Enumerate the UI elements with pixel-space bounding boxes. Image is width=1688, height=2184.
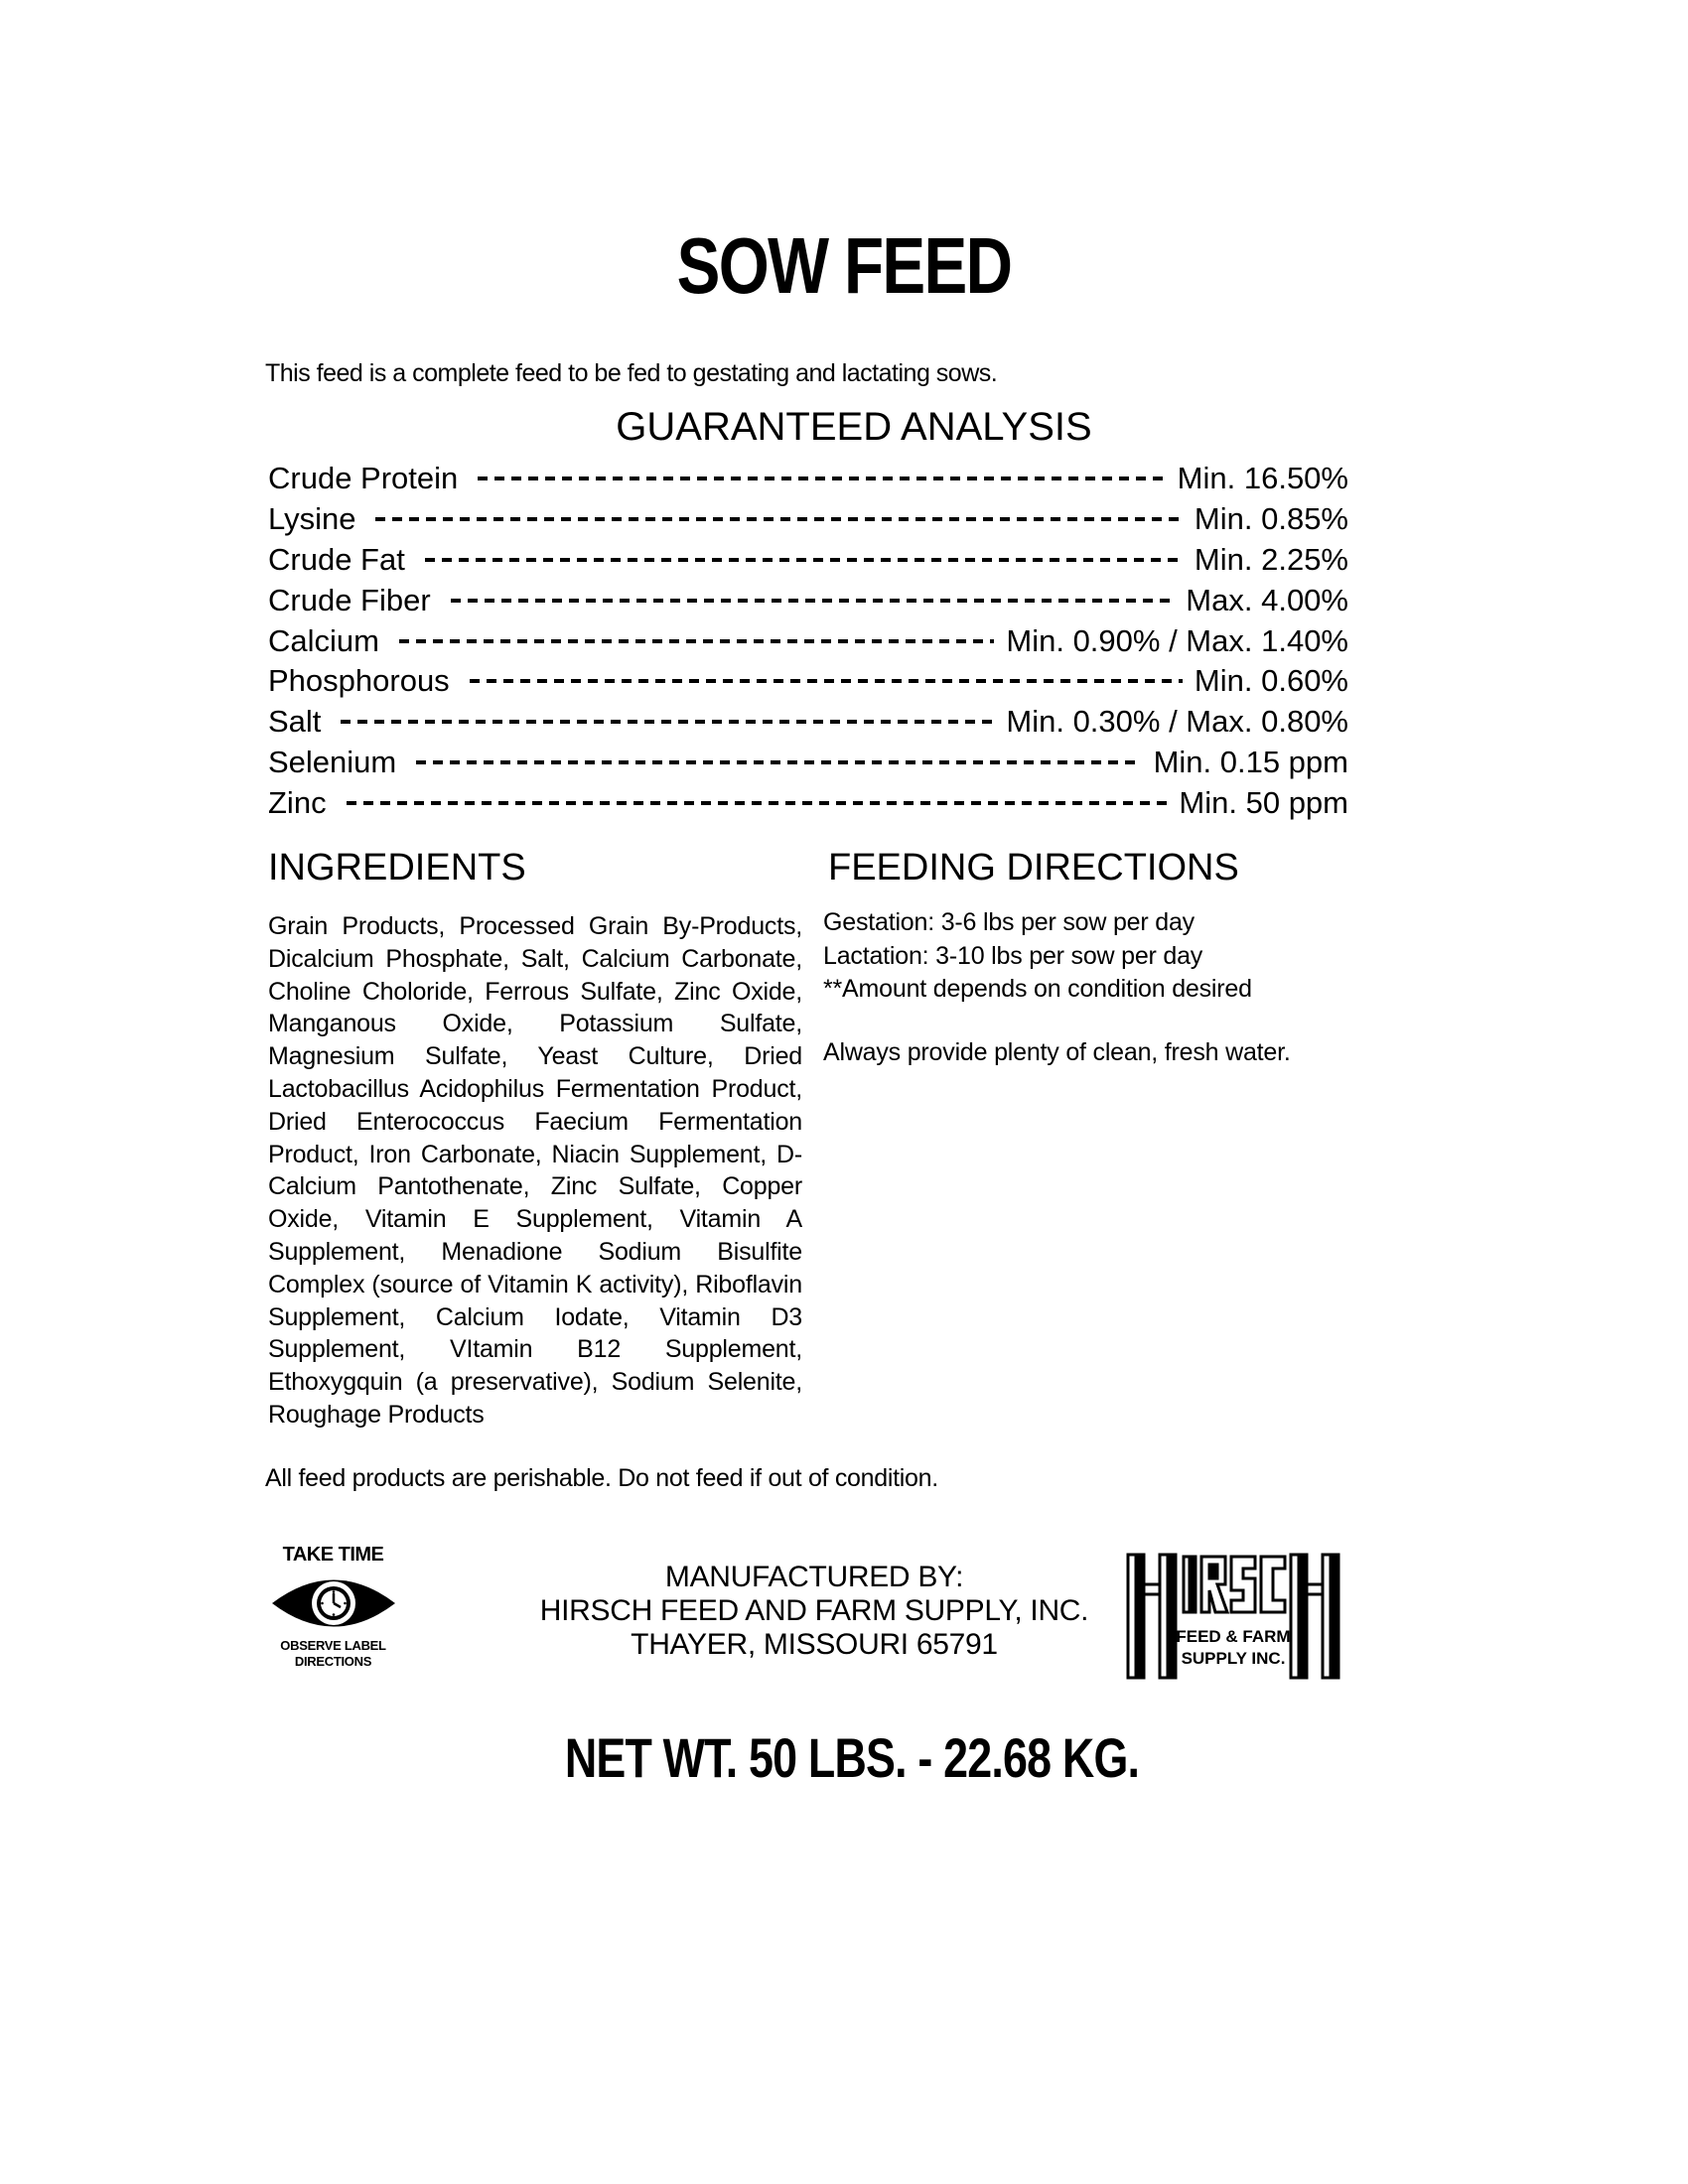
leader-dashes [451,598,1175,603]
leader-dashes [416,759,1141,764]
manufacturer-block [516,1561,1112,1662]
analysis-row-lysine [268,499,1348,540]
analysis-name: Selenium [268,744,397,779]
analysis-value: Min. 0.85% [1194,501,1348,537]
analysis-row-calcium [268,620,1348,661]
analysis-name: Crude Fiber [268,582,431,617]
leader-dashes [399,638,994,643]
ingredients-heading: INGREDIENTS [268,847,526,888]
take-time-badge [266,1544,400,1670]
eye-clock-icon [269,1570,398,1636]
analysis-name: Phosphorous [268,663,450,699]
feeding-directions-block [823,906,1339,1069]
analysis-row-crude-protein [268,459,1348,499]
analysis-value: Min. 16.50% [1177,461,1348,496]
analysis-name: Calcium [268,622,379,658]
analysis-value: Min. 0.60% [1194,663,1348,699]
intro-text: This feed is a complete feed to be fed to gestating and lactating sows. [265,359,998,387]
net-weight: NET WT. 50 LBS. - 22.68 KG. [564,1726,1140,1789]
perishable-note: All feed products are perishable. Do not feed if out of condition. [265,1464,938,1492]
leader-dashes [425,557,1183,562]
analysis-value: Min. 0.15 ppm [1153,744,1348,779]
analysis-name: Salt [268,704,322,740]
logo-supply-text: SUPPLY INC. [1181,1649,1286,1668]
analysis-value: Min. 0.30% / Max. 0.80% [1006,704,1348,740]
analysis-value: Min. 2.25% [1194,541,1348,577]
manufacturer-line1: MANUFACTURED BY: [664,1561,964,1593]
analysis-row-salt [268,702,1348,743]
guaranteed-analysis-list [268,459,1348,823]
analysis-row-phosphorous [268,661,1348,702]
amount-note: **Amount depends on condition desired [823,975,1252,1003]
lactation-direction: Lactation: 3-10 lbs per sow per day [823,941,1203,970]
analysis-name: Crude Protein [268,461,459,496]
analysis-row-crude-fat [268,540,1348,581]
leader-dashes [478,477,1165,481]
analysis-value: Min. 50 ppm [1179,784,1348,820]
gestation-direction: Gestation: 3-6 lbs per sow per day [823,908,1195,936]
analysis-name: Zinc [268,784,327,820]
analysis-row-crude-fiber [268,580,1348,620]
hirsch-logo [1122,1551,1355,1680]
page-title: SOW FEED [676,221,1012,310]
analysis-name: Crude Fat [268,541,405,577]
feeding-directions-heading: FEEDING DIRECTIONS [828,847,1239,888]
guaranteed-analysis-heading: GUARANTEED ANALYSIS [616,405,1092,449]
analysis-row-selenium [268,743,1348,783]
analysis-name: Lysine [268,501,356,537]
observe-label-line2: DIRECTIONS [294,1654,372,1669]
water-direction: Always provide plenty of clean, fresh water. [823,1037,1291,1066]
observe-label-line1: OBSERVE LABEL [280,1638,386,1653]
leader-dashes [341,720,994,725]
ingredients-text: Grain Products, Processed Grain By-Products, Dicalcium Phosphate, Salt, Calcium Carbonate, Choline Choloride, Ferrous Sulfate, Zinc Oxide, Manganous Oxide, Potassium Sulfate, Magnesium Sulfate, Yeast Culture, Dried Lactobacillus Acidophilus Fermentation Product, Dried Enterococcus Faecium Fermentation Product, Iron Carbonate, Niacin Supplement, D-Calcium Pantothenate, Zinc Sulfate, Copper Oxide, Vitamin E Supplement, Vitamin A Supplement, Menadione Sodium Bisulfite Complex (source of Vitamin K activity), Riboflavin Supplement, Calcium Iodate, Vitamin D3 Supplement, VItamin B12 Supplement, Ethoxygquin (a preservative), Sodium Selenite, Roughage Products [268,912,802,1429]
analysis-value: Min. 0.90% / Max. 1.40% [1006,622,1348,658]
leader-dashes [375,517,1182,522]
manufacturer-line3: THAYER, MISSOURI 65791 [631,1628,998,1661]
leader-dashes [347,800,1168,805]
analysis-row-zinc [268,782,1348,823]
leader-dashes [470,679,1183,684]
manufacturer-line2: HIRSCH FEED AND FARM SUPPLY, INC. [539,1594,1089,1627]
logo-feed-farm-text: FEED & FARM [1176,1627,1291,1646]
analysis-value: Max. 4.00% [1186,582,1348,617]
take-time-label: TAKE TIME [282,1544,384,1566]
